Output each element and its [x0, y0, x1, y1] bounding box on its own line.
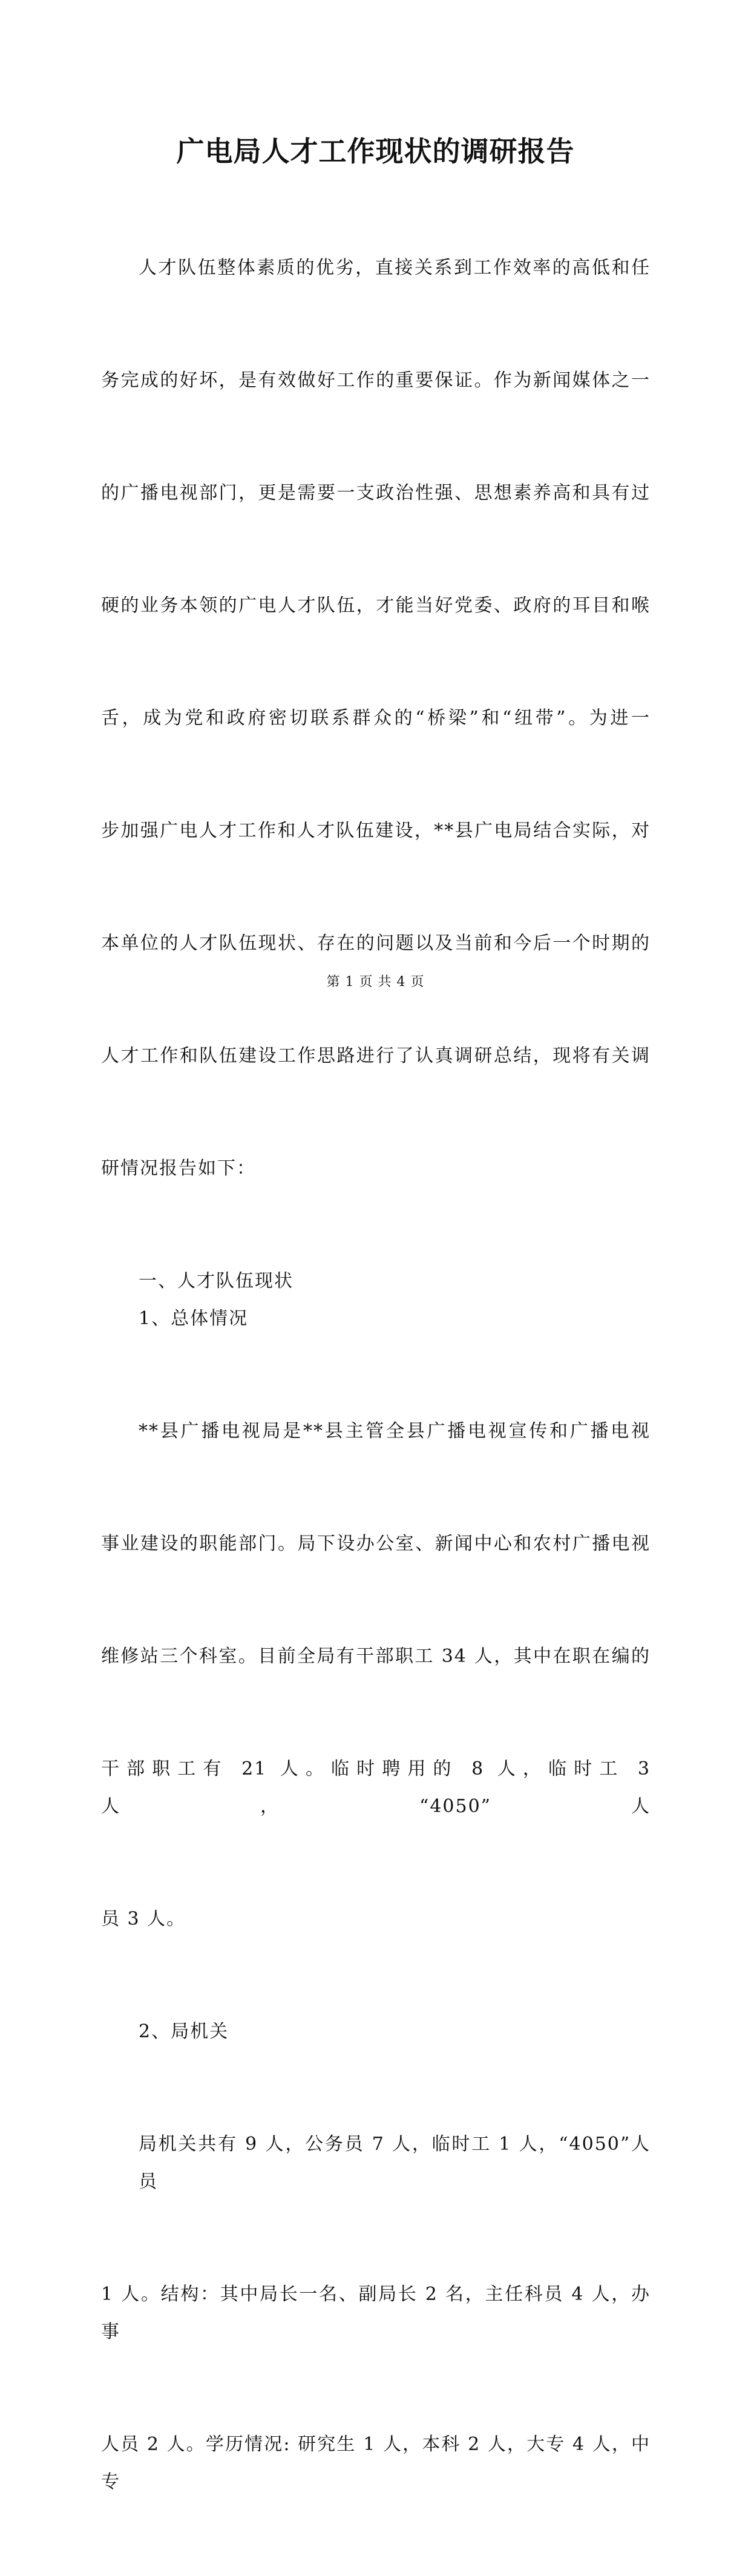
overview-line: **县广播电视局是**县主管全县广播电视宣传和广播电视 — [139, 1421, 651, 1442]
office-line: 局机关共有 9 人，公务员 7 人，临时工 1 人，“4050”人员 — [139, 2134, 651, 2192]
intro-line: 本单位的人才队伍现状、存在的问题以及当前和今后一个时期的 — [101, 933, 651, 954]
intro-paragraph — [101, 174, 651, 1263]
intro-line: 步加强广电人才工作和人才队伍建设，**县广电局结合实际，对 — [101, 820, 651, 841]
document-title: 广电局人才工作现状的调研报告 — [176, 135, 575, 168]
subsection-heading: 2、局机关 — [139, 2021, 229, 2042]
office-line: 1 人。结构：其中局长一名、副局长 2 名，主任科员 4 人，办事 — [101, 2284, 651, 2342]
overview-line: 员 3 人。 — [101, 1908, 186, 1930]
overview-line: 维修站三个科室。目前全局有干部职工 34 人，其中在职在编的 — [101, 1646, 651, 1667]
page-footer: 第 1 页 共 4 页 — [326, 974, 425, 990]
intro-line: 人才工作和队伍建设工作思路进行了认真调研总结，现将有关调 — [101, 1045, 651, 1066]
intro-line: 务完成的好坏，是有效做好工作的重要保证。作为新闻媒体之一 — [101, 370, 651, 391]
office-line: 人员 2 人。学历情况: 研究生 1 人，本科 2 人，大专 4 人，中专 — [101, 2434, 651, 2492]
intro-line: 舌，成为党和政府密切联系群众的“桥梁”和“纽带”。为进一 — [101, 708, 651, 729]
overview-line: 干部职工有 21 人。临时聘用的 8 人，临时工 3 人，“4050”人 — [101, 1758, 658, 1817]
intro-line: 人才队伍整体素质的优劣，直接关系到工作效率的高低和任 — [139, 257, 651, 278]
document-body — [101, 174, 658, 2576]
intro-line: 的广播电视部门，更是需要一支政治性强、思想素养高和具有过 — [101, 482, 651, 504]
subsection-heading: 1、总体情况 — [139, 1308, 249, 1329]
office-paragraph — [101, 2051, 651, 2576]
intro-line: 研情况报告如下： — [101, 1158, 256, 1179]
overview-paragraph — [101, 1338, 658, 2013]
overview-line: 事业建设的职能部门。局下设办公室、新闻中心和农村广播电视 — [101, 1533, 651, 1554]
intro-line: 硬的业务本领的广电人才队伍，才能当好党委、政府的耳目和喉 — [101, 595, 651, 616]
section-heading: 一、人才队伍现状 — [139, 1270, 294, 1292]
